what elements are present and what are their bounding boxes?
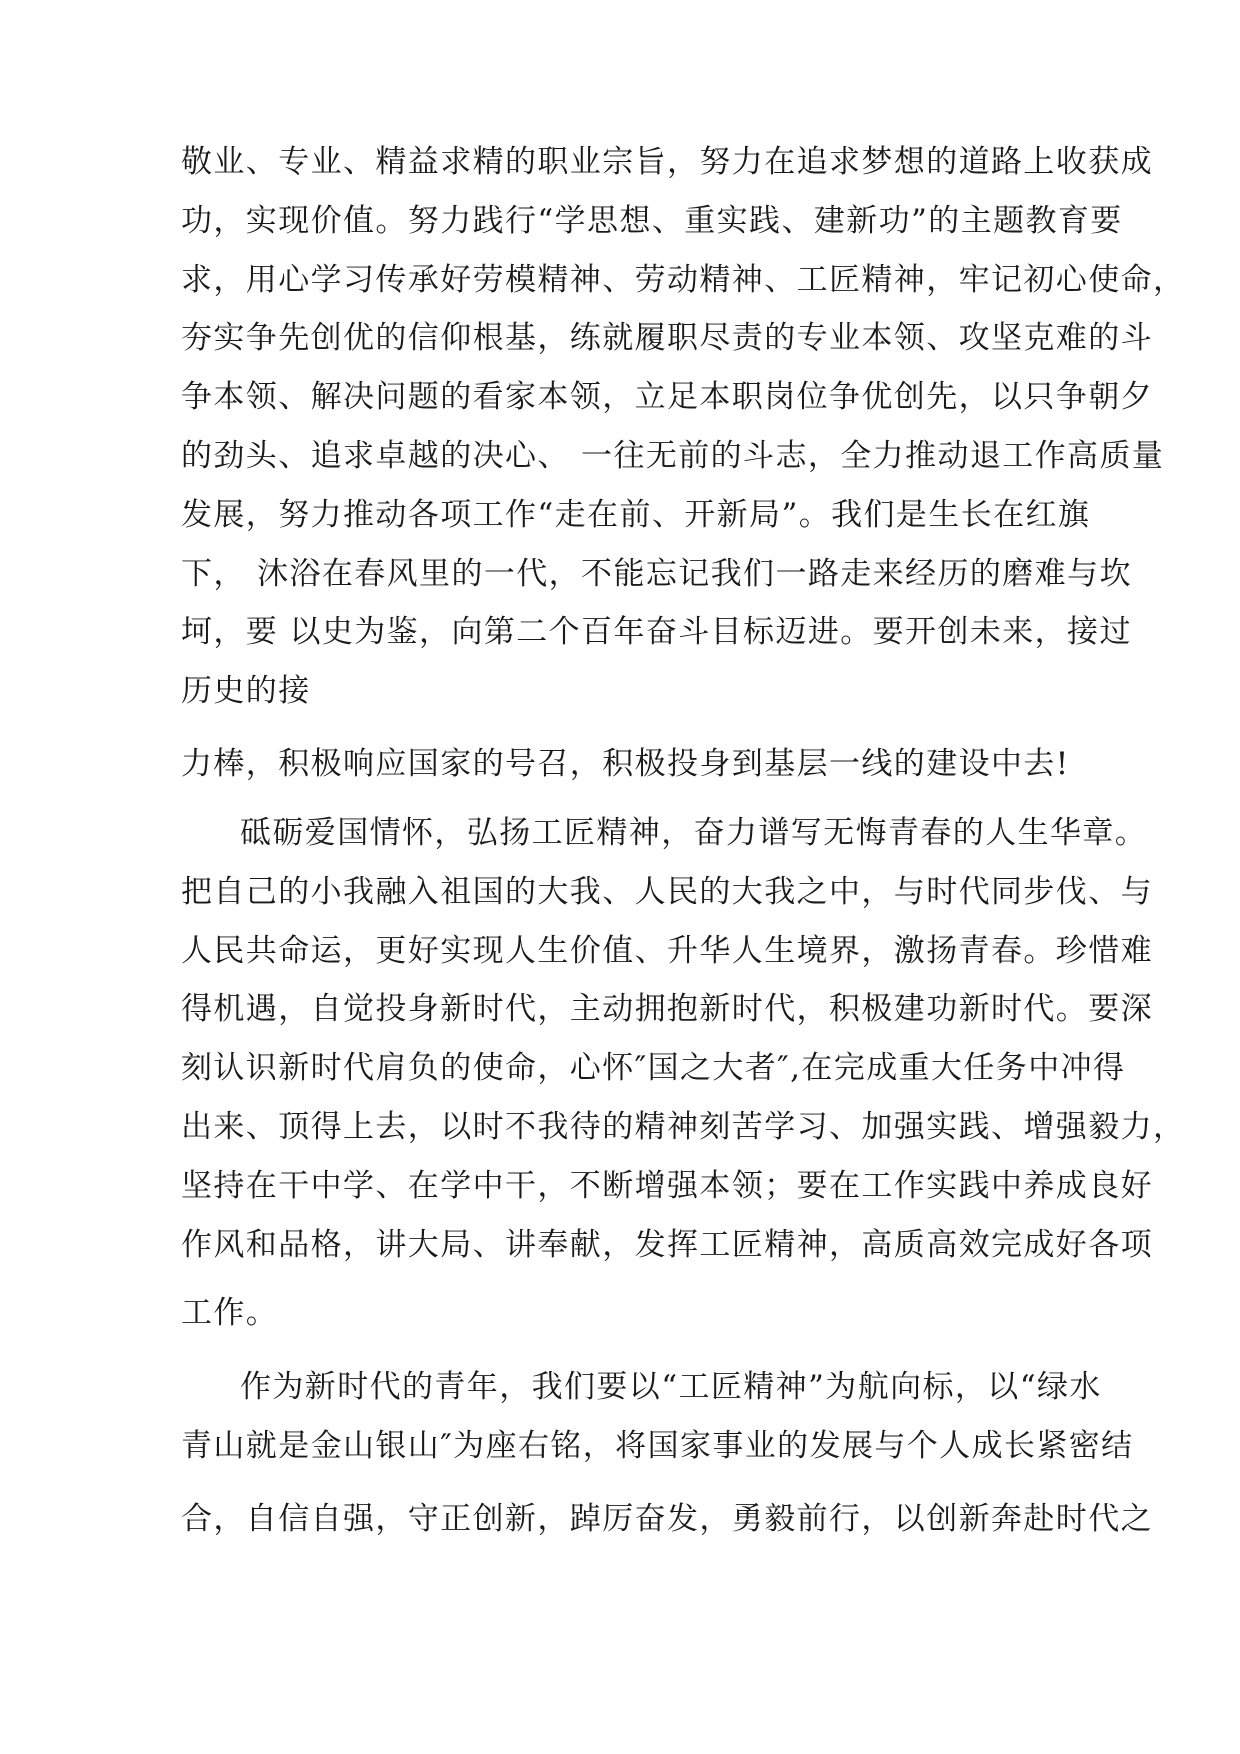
- paragraph-first-line: 作为新时代的青年，我们要以“工匠精神”为航向标，以“绿水: [240, 1369, 1102, 1405]
- text-line: 敬业、专业、精益求精的职业宗旨，努力在追求梦想的道路上收获成: [181, 144, 1153, 180]
- text-line: 合，自信自强，守正创新，踔厉奋发，勇毅前行，以创新奔赴时代之: [181, 1501, 1153, 1537]
- text-line: 把自己的小我融入祖国的大我、人民的大我之中，与时代同步伐、与: [181, 874, 1153, 910]
- text-line: 作风和品格，讲大局、讲奉献，发挥工匠精神，高质高效完成好各项: [181, 1227, 1153, 1263]
- text-line: 争本领、解决问题的看家本领，立足本职岗位争优创先，以只争朝夕: [181, 379, 1153, 415]
- paragraph-first-line: 砥砺爱国情怀，弘扬工匠精神，奋力谱写无悔青春的人生华章。: [240, 815, 1148, 851]
- text-line: 夯实争先创优的信仰根基，练就履职尽责的专业本领、攻坚克难的斗: [181, 320, 1153, 356]
- text-line: 下， 沐浴在春风里的一代，不能忘记我们一路走来经历的磨难与坎: [181, 556, 1132, 592]
- text-line: 求，用心学习传承好劳模精神、劳动精神、工匠精神，牢记初心使命，: [181, 262, 1186, 298]
- text-line: 的劲头、追求卓越的决心、 一往无前的斗志，全力推动退工作高质量: [181, 438, 1165, 474]
- text-line: 坚持在干中学、在学中干，不断增强本领；要在工作实践中养成良好: [181, 1168, 1153, 1204]
- text-line: 工作。: [181, 1295, 279, 1331]
- text-line: 发展，努力推动各项工作“走在前、开新局”。我们是生长在红旗: [181, 497, 1091, 533]
- text-line: 出来、顶得上去，以时不我待的精神刻苦学习、加强实践、增强毅力，: [181, 1109, 1186, 1145]
- text-line: 人民共命运，更好实现人生价值、升华人生境界，激扬青春。珍惜难: [181, 933, 1153, 969]
- text-line: 功，实现价值。努力践行“学思想、重实践、建新功”的主题教育要: [181, 203, 1123, 239]
- text-line: 青山就是金山银山″为座右铭，将国家事业的发展与个人成长紧密结: [181, 1428, 1134, 1464]
- text-line: 历史的接: [181, 673, 311, 709]
- text-line: 刻认识新时代肩负的使命，心怀″国之大者″,在完成重大任务中冲得: [181, 1050, 1126, 1086]
- text-line: 力棒，积极响应国家的号召，积极投身到基层一线的建设中去!: [181, 746, 1070, 782]
- text-line: 坷，要 以史为鉴，向第二个百年奋斗目标迈进。要开创未来，接过: [181, 614, 1132, 650]
- text-line: 得机遇，自觉投身新时代，主动拥抱新时代，积极建功新时代。要深: [181, 991, 1153, 1027]
